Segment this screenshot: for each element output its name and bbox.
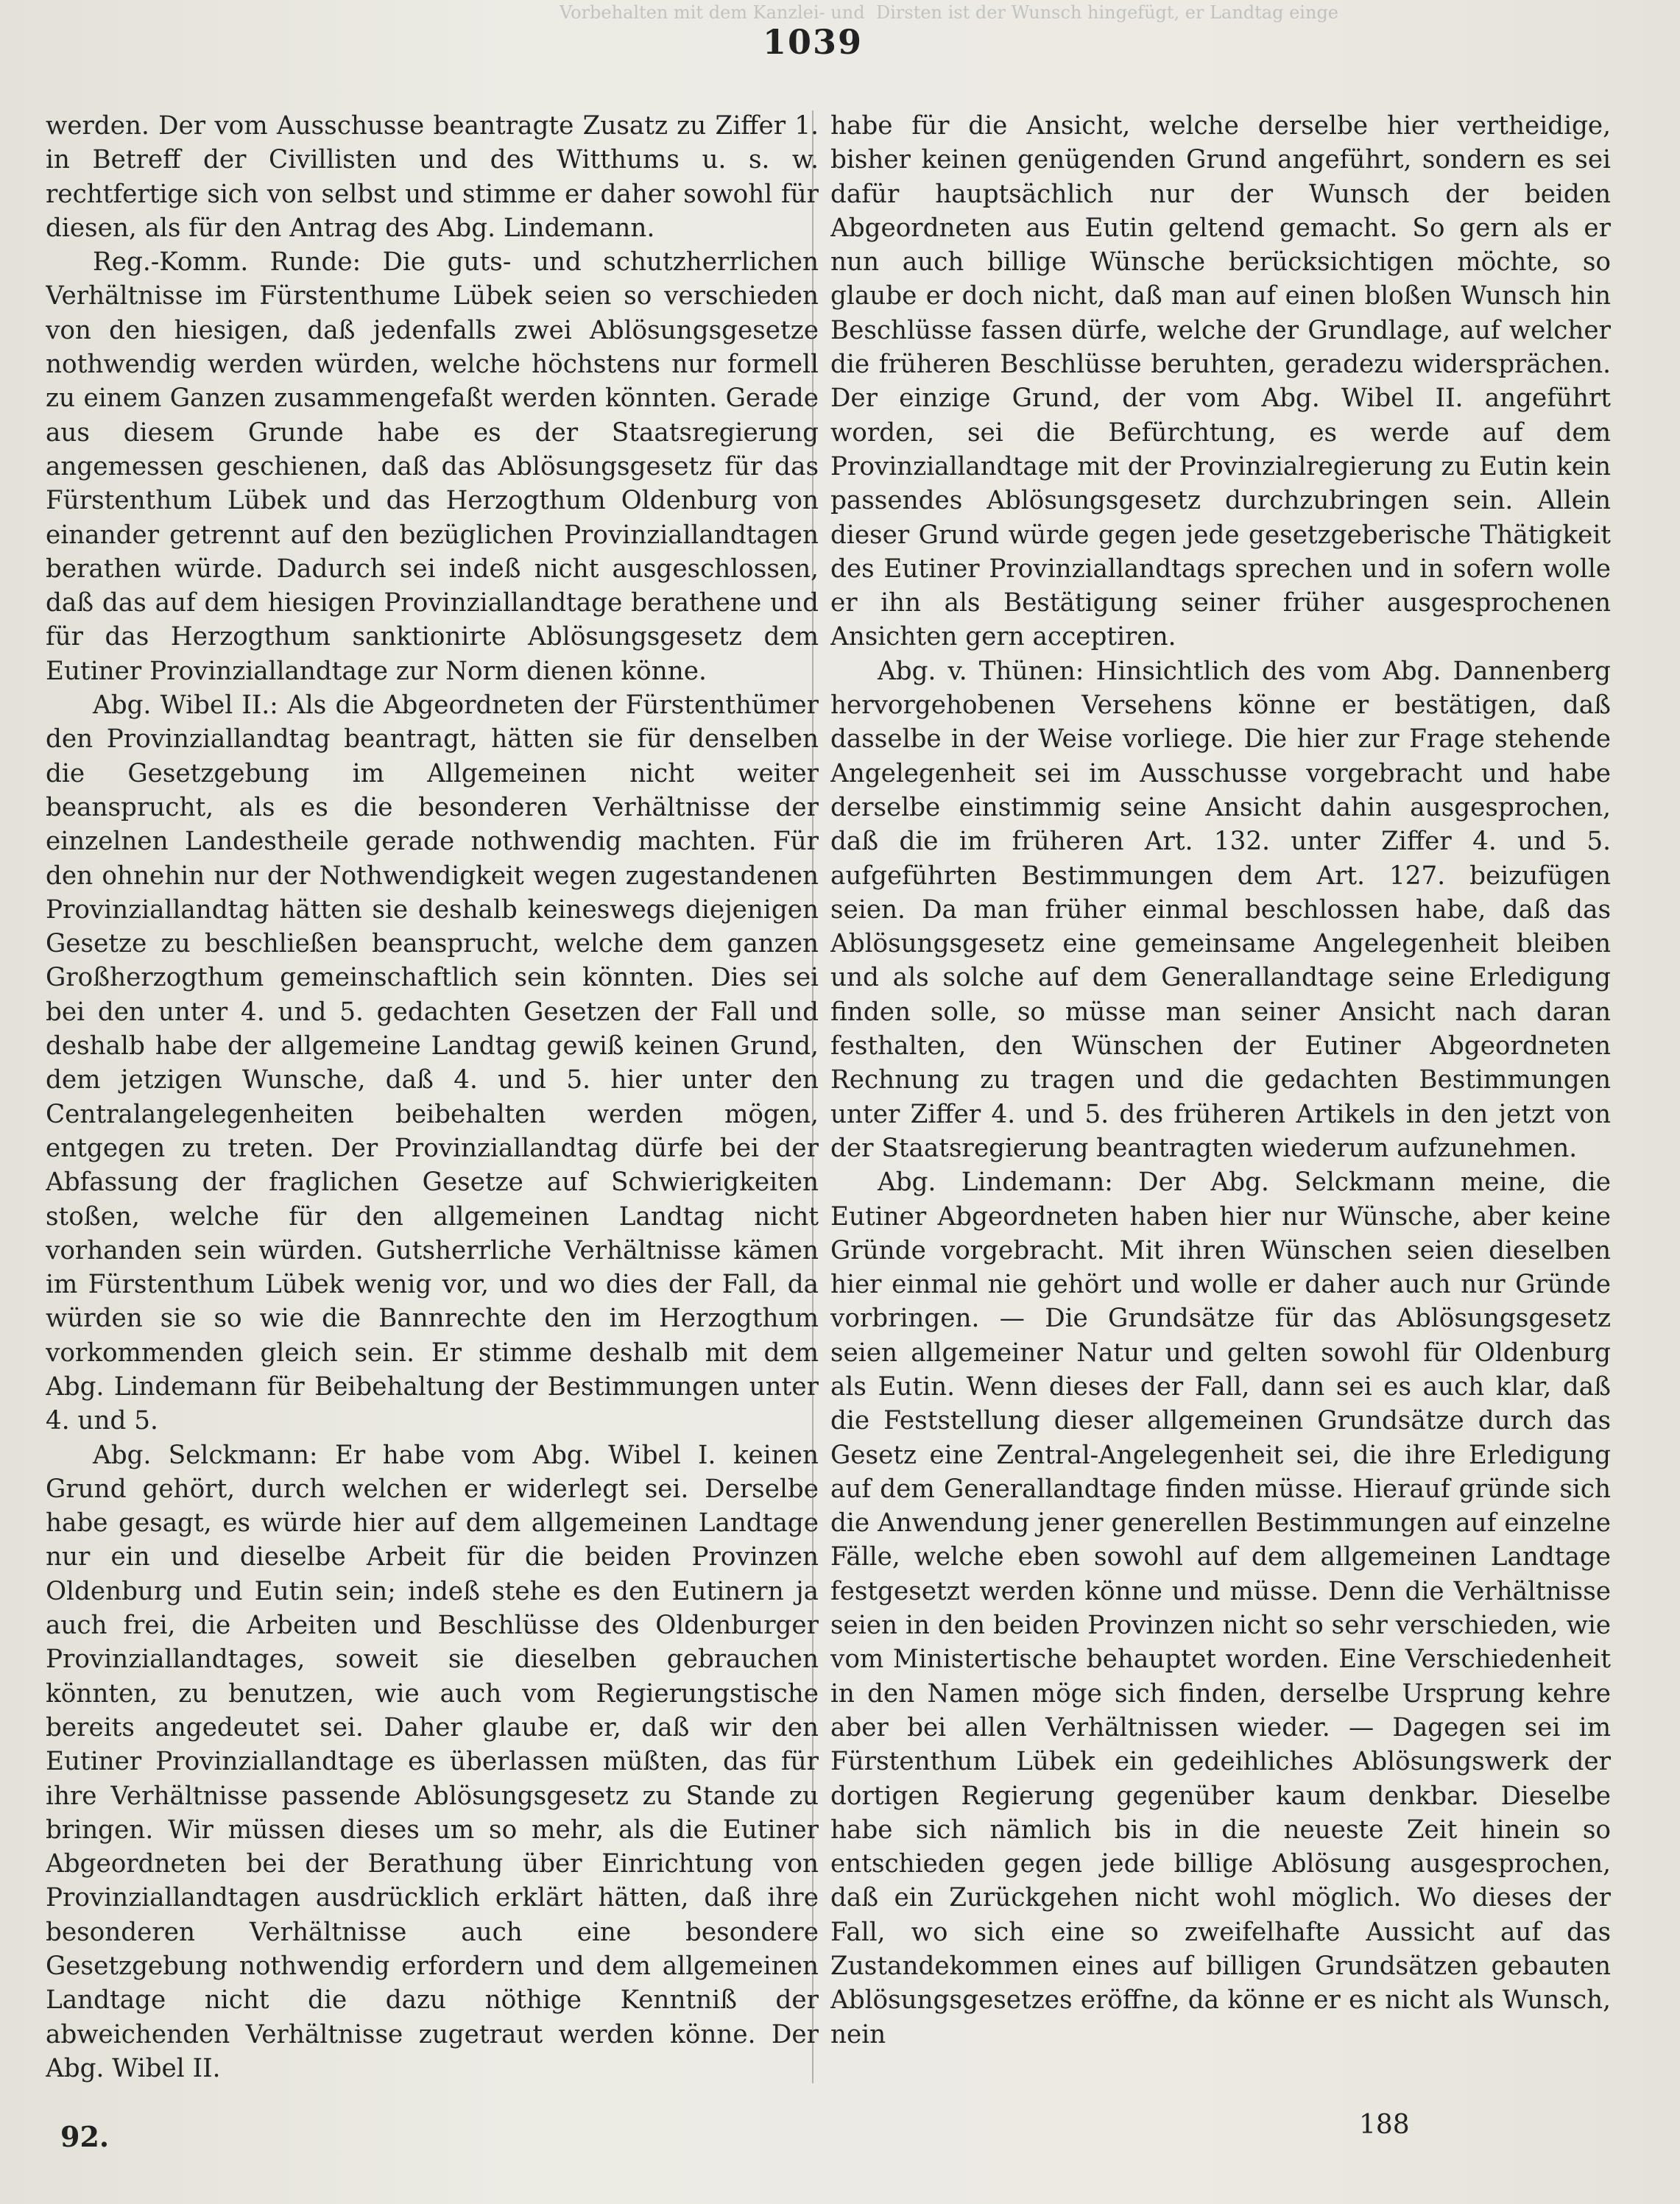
paragraph: habe für die Ansicht, welche derselbe hier vertheidige, bisher keinen genügenden Grund angeführt, sondern es sei dafür hauptsächlich nur der Wunsch der beiden Abgeordneten aus Eutin geltend gemacht. So gern als er nun auch billige Wünsche berücksichtigen möchte, so glaube er doch nicht, daß man auf einen bloßen Wunsch hin Beschlüsse fassen dürfe, welche der Grundlage, auf welcher die früheren Beschlüsse beruhten, geradezu widersprächen. Der einzige Grund, der vom Abg. Wibel II. angeführt worden, sei die Befürchtung, es werde auf dem Provinziallandtage mit der Provinzialregierung zu Eutin kein passendes Ablösungsgesetz durchzubringen sein. Allein dieser Grund würde gegen jede gesetzgeberische Thätigkeit des Eutiner Provinziallandtags sprechen und in sofern wolle er ihn als Bestätigung seiner früher ausgesprochenen Ansichten gern acceptiren. — [830, 111, 1611, 652]
sheet-number: 188 — [1359, 2110, 1410, 2140]
paragraph: Abg. Wibel II.: Als die Abgeordneten der Fürstenthümer den Provinziallandtag beantragt, hätten sie für denselben die Gesetzgebung im Allgemeinen nicht weiter beansprucht, als es die besonderen Verhältnisse der einzelnen Landestheile gerade nothwendig machten. Für den ohnehin nur der Nothwendigkeit wegen zugestandenen Provinziallandtag hätten sie deshalb keineswegs diejenigen Gesetze zu beschließen beansprucht, welche dem ganzen Großherzogthum gemeinschaftlich sein könnten. Dies sei bei den unter 4. und 5. gedachten Gesetzen der Fall und deshalb habe der allgemeine Landtag gewiß keinen Grund, dem jetzigen Wunsche, daß 4. und 5. hier unter den Centralangelegenheiten beibehalten werden mögen, entgegen zu treten. Der Provinziallandtag dürfe bei der Abfassung der fraglichen Gesetze auf Schwierigkeiten stoßen, welche für den allgemeinen Landtag nicht vorhanden sein würden. Gutsherrliche Verhältnisse kämen im Fürstenthum Lübek wenig vor, und wo dies der Fall, da würden sie so wie die Bannrechte den im Herzogthum vorkommenden gleich sein. Er stimme deshalb mit dem Abg. Lindemann für Beibehaltung der Bestimmungen unter 4. und 5. — [46, 690, 819, 1436]
column-divider — [812, 110, 813, 2083]
bleed-through-right: Dirsten ist der Wunsch hingefügt, er Landtag einge — [876, 2, 1339, 23]
paragraph: Abg. Lindemann: Der Abg. Selckmann meine, die Eutiner Abgeordneten haben hier nur Wünsche, aber keine Gründe vorgebracht. Mit ihren Wünschen seien dieselben hier einmal nie gehört und wolle er daher auch nur Gründe vorbringen. — Die Grundsätze für das Ablösungsgesetz seien allgemeiner Natur und gelten sowohl für Oldenburg als Eutin. Wenn dieses der Fall, dann sei es auch klar, daß die Feststellung dieser allgemeinen Grundsätze durch das Gesetz eine Zentral-Angelegenheit sei, die ihre Erledigung auf dem Generallandtage finden müsse. Hierauf gründe sich die Anwendung jener generellen Bestimmungen auf einzelne Fälle, welche eben sowohl auf dem allgemeinen Landtage festgesetzt werden könne und müsse. Denn die Verhältnisse seien in den beiden Provinzen nicht so sehr verschieden, wie vom Ministertische behauptet worden. Eine Verschiedenheit in den Namen möge sich finden, derselbe Ursprung kehre aber bei allen Verhältnissen wieder. — Dagegen sei im Fürstenthum Lübek ein gedeihliches Ablösungswerk der dortigen Regierung gegenüber kaum denkbar. Dieselbe habe sich nämlich bis in die neueste Zeit hinein so entschieden gegen jede billige Ablösung ausgesprochen, daß ein Zurückgehen nicht wohl möglich. Wo dieses der Fall, wo sich eine so zweifelhafte Aussicht auf das Zustandekommen eines auf billigen Grundsätzen gebauten Ablösungsgesetzes eröffne, da könne er es nicht als Wunsch, nein — [830, 1168, 1611, 2049]
paragraph: Abg. Selckmann: Er habe vom Abg. Wibel I. keinen Grund gehört, durch welchen er widerlegt sei. Derselbe habe gesagt, es würde hier auf dem allgemeinen Landtage nur ein und dieselbe Arbeit für die beiden Provinzen Oldenburg und Eutin sein; indeß stehe es den Eutinern ja auch frei, die Arbeiten und Beschlüsse des Oldenburger Provinziallandtages, soweit sie dieselben gebrauchen könnten, zu benutzen, wie auch vom Regierungstische bereits angedeutet sei. Daher glaube er, daß wir den Eutiner Provinziallandtage es überlassen müßten, das für ihre Verhältnisse passende Ablösungsgesetz zu Stande zu bringen. Wir müssen dieses um so mehr, als die Eutiner Abgeordneten bei der Berathung über Einrichtung von Provinziallandtagen ausdrücklich erklärt hätten, daß ihre besonderen Verhältnisse auch eine besondere Gesetzgebung nothwendig erfordern und dem allgemeinen Landtage nicht die dazu nöthige Kenntniß der abweichenden Verhältnisse zugetraut werden könne. Der Abg. Wibel II. — [46, 1440, 819, 2083]
paragraph: Abg. v. Thünen: Hinsichtlich des vom Abg. Dannenberg hervorgehobenen Versehens könne er bestätigen, daß dasselbe in der Weise vorliege. Die hier zur Frage stehende Angelegenheit sei im Ausschusse vorgebracht und habe derselbe einstimmig seine Ansicht dahin ausgesprochen, daß die im früheren Art. 132. unter Ziffer 4. und 5. aufgeführten Bestimmungen dem Art. 127. beizufügen seien. Da man früher einmal beschlossen habe, daß das Ablösungsgesetz eine gemeinsame Angelegenheit bleiben und als solche auf dem Generallandtage seine Erledigung finden solle, so müsse man seiner Ansicht nach daran festhalten, den Wünschen der Eutiner Abgeordneten Rechnung zu tragen und die gedachten Bestimmungen unter Ziffer 4. und 5. des früheren Artikels in den jetzt von der Staatsregierung beantragten wiederum aufzunehmen. — [830, 656, 1611, 1163]
signature-mark: 92. — [60, 2120, 110, 2153]
page-number: 1039 — [763, 22, 864, 62]
right-column — [830, 109, 1611, 2097]
paragraph: werden. Der vom Ausschusse beantragte Zusatz zu Ziffer 1. in Betreff der Civillisten und des Witthums u. s. w. rechtfertige sich von selbst und stimme er daher sowohl für diesen, als für den Antrag des Abg. Lindemann. — [46, 111, 819, 243]
bleed-through-left: Vorbehalten mit dem Kanzlei- und — [560, 2, 865, 23]
left-column — [46, 109, 819, 2097]
paragraph: Reg.-Komm. Runde: Die guts- und schutzherrlichen Verhältnisse im Fürstenthume Lübek seien so verschieden von den hiesigen, daß jedenfalls zwei Ablösungsgesetze nothwendig werden würden, welche höchstens nur formell zu einem Ganzen zusammengefaßt werden könnten. Gerade aus diesem Grunde habe es der Staatsregierung angemessen geschienen, daß das Ablösungsgesetz für das Fürstenthum Lübek und das Herzogthum Oldenburg von einander getrennt auf den bezüglichen Provinziallandtagen berathen würde. Dadurch sei indeß nicht ausgeschlossen, daß das auf dem hiesigen Provinziallandtage berathene und für das Herzogthum sanktionirte Ablösungsgesetz dem Eutiner Provinziallandtage zur Norm dienen könne. — [46, 247, 819, 686]
